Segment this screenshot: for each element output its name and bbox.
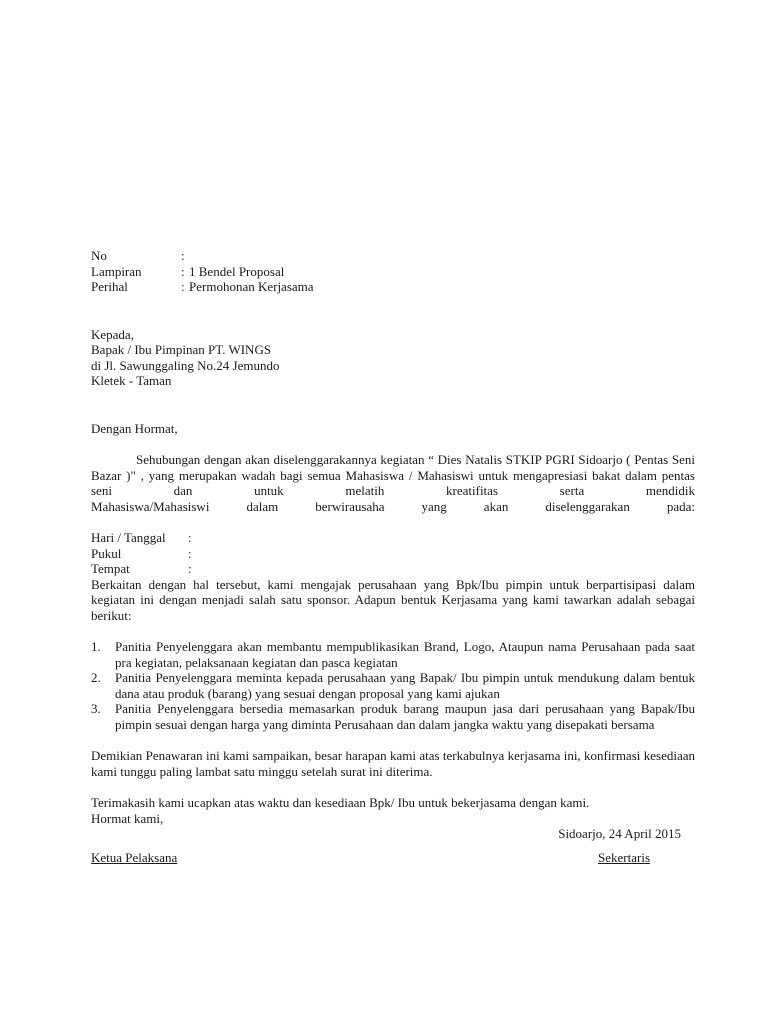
hormat-line: Hormat kami, <box>91 810 164 826</box>
meta-perihal-row <box>91 279 695 295</box>
recipient-line: Kepada, <box>91 326 134 342</box>
signature-ketua: Ketua Pelaksana <box>91 849 178 865</box>
list-item-text: Panitia Penyelenggara bersedia memasarkan produk barang maupun jasa dari perusahaan yang Bapak/Ibu pimpin sesuai dengan harga yang diminta Perusahaan dan dalam jangka waktu yang disepakati bersama <box>115 701 695 732</box>
field-pukul-label: Pukul <box>91 545 122 561</box>
list-item-text: Panitia Penyelenggara meminta kepada perusahaan yang Bapak/ Ibu pimpin untuk mendukung dalam bentuk dana atau produk (barang) yang sesuai dengan proposal yang kami ajukan <box>115 670 695 701</box>
signature-row <box>91 850 695 866</box>
meta-perihal-label: Perihal <box>91 279 128 294</box>
intro-paragraph: Sehubungan dengan akan diselenggarakannya kegiatan “ Dies Natalis STKIP PGRI Sidoarjo ( Pentas Seni Bazar )" , yang merupakan wadah bagi semua Mahasiswa / Mahasiswi untuk mengapresiasi bakat dalam pentas seni dan untuk melatih kreatifitas serta mendidik <box>91 452 695 498</box>
meta-no-label: No <box>91 248 107 263</box>
list-item-number: 3. <box>91 701 101 716</box>
meta-perihal-value: Permohonan Kerjasama <box>189 279 314 294</box>
field-colon: : <box>188 530 192 545</box>
meta-no-row <box>91 248 695 264</box>
greeting: Dengan Hormat, <box>91 420 178 436</box>
letter-page <box>91 248 695 865</box>
list-item <box>91 639 695 670</box>
thanks-line: Terimakasih kami ucapkan atas waktu dan kesediaan Bpk/ Ibu untuk bekerjasama dengan kami. <box>91 795 590 810</box>
meta-colon: : <box>181 279 185 294</box>
offer-list <box>91 639 695 732</box>
list-item-number: 1. <box>91 639 101 654</box>
meta-colon: : <box>181 248 185 263</box>
event-fields <box>91 530 695 577</box>
list-item-number: 2. <box>91 670 101 685</box>
meta-colon: : <box>181 263 185 279</box>
field-tempat-label: Tempat <box>91 561 130 576</box>
body-paragraph: Berkaitan dengan hal tersebut, kami mengajak perusahaan yang Bpk/Ibu pimpin untuk berpartisipasi dalam kegiatan ini dengan menjadi salah satu sponsor. Adapun bentuk Kerjasama yang kami tawarkan adalah sebagai berikut: <box>91 576 695 623</box>
field-pukul-row <box>91 546 695 562</box>
recipient-line: Bapak / Ibu Pimpinan PT. WINGS <box>91 342 272 357</box>
field-hari-row <box>91 530 695 546</box>
meta-lampiran-value: 1 Bendel Proposal <box>189 263 285 279</box>
field-hari-label: Hari / Tanggal <box>91 530 166 545</box>
place-date: Sidoarjo, 24 April 2015 <box>558 826 681 841</box>
field-colon: : <box>188 561 192 576</box>
intro-paragraph-last-line: Mahasiswa/Mahasiswi dalam berwirausaha yang akan diselenggarakan pada: <box>91 498 695 514</box>
closing-paragraph: Demikian Penawaran ini kami sampaikan, besar harapan kami atas terkabulnya kerjasama ini, konfirmasi kesediaan kami tunggu paling lambat satu minggu setelah surat ini diterima. <box>91 748 695 779</box>
field-tempat-row <box>91 561 695 577</box>
recipient-line: Kletek - Taman <box>91 373 172 388</box>
list-item <box>91 701 695 732</box>
list-item <box>91 670 695 701</box>
signature-sekertaris: Sekertaris <box>598 849 650 865</box>
letter-meta <box>91 248 695 295</box>
meta-lampiran-label: Lampiran <box>91 263 142 279</box>
meta-lampiran-row <box>91 264 695 280</box>
field-colon: : <box>188 545 192 561</box>
list-item-text: Panitia Penyelenggara akan membantu mempublikasikan Brand, Logo, Ataupun nama Perusahaan pada saat pra kegiatan, pelaksanaan kegiatan dan pasca kegiatan <box>115 639 695 670</box>
recipient-block <box>91 327 695 389</box>
recipient-line: di Jl. Sawunggaling No.24 Jemundo <box>91 357 280 373</box>
